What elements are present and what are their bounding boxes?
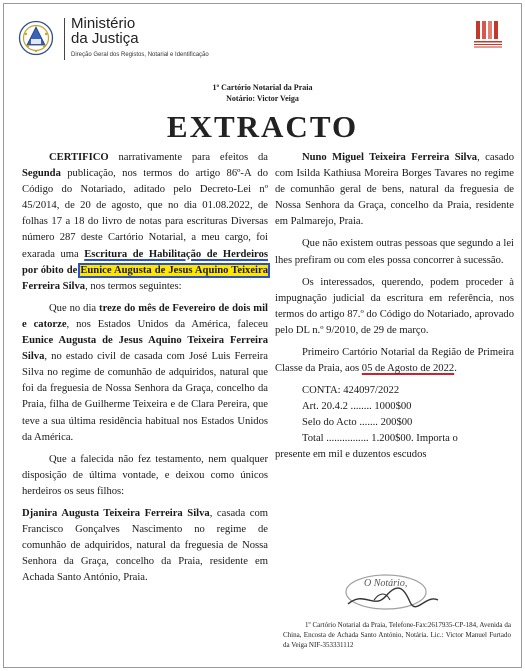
document-title: EXTRACTO — [166, 109, 359, 144]
date-highlight: 05 de Agosto de 2022 — [361, 363, 455, 375]
left-column — [22, 150, 268, 592]
fees-art: Art. 20.4.2 ........ 1000$00 — [302, 401, 412, 413]
header-divider — [64, 18, 65, 60]
letterhead — [4, 4, 521, 70]
ministry-name-line2: da Justiça — [71, 30, 139, 47]
paragraph-place-date: Primeiro Cartório Notarial da Região de Primeira Classe da Praia, aos 05 de Agosto de 2022. — [275, 347, 514, 375]
notary-name: Notário: Victor Veiga — [226, 94, 299, 103]
paragraph-heir-1: Djanira Augusta Teixeira Ferreira Silva, casada com Francisco Gonçalves Nascimento no regime de comunhão de adquiridos, natural da freguesia de Nossa Senhora da Graça, concelho da Praia, residente em Achada Santo António, Praia. — [22, 507, 268, 584]
right-column — [275, 150, 514, 463]
paragraph-no-other-heirs: Que não existem outras pessoas que segundo a lei lhes prefiram ou com eles possa concorrer à sucessão. — [275, 238, 514, 266]
document-page — [3, 3, 522, 668]
national-emblem-icon — [18, 20, 54, 56]
notary-signature-stamp — [334, 570, 454, 618]
fees-total-words: presente em mil e duzentos escudos — [275, 449, 427, 461]
deed-type-highlight: Escritura de Habilitação de Herdeiros — [84, 248, 268, 260]
office-name: 1º Cartório Notarial da Praia — [212, 83, 313, 92]
fees-total: Total ................ 1.200$00. Importa o — [302, 433, 458, 445]
paragraph-heirs: Que a falecida não fez testamento, nem qualquer disposição de última vontade, e deixou como únicos herdeiros os seus filhos: — [22, 453, 268, 497]
ministry-subtitle: Direção Geral dos Registos, Notarial e Identificação — [71, 52, 209, 58]
deceased-name-highlight: Eunice Augusta de Jesus Aquino Teixeira — [80, 264, 268, 276]
fees-block — [302, 383, 514, 447]
signature-caption: O Notário, — [364, 578, 408, 589]
footnote: 1º Cartório Notarial da Praia, Telefone-Fax:2617935-CP-184, Avenida da China, Encosta de Achada Santo António, Notária. Lic.: Victor Manuel Furtado da Veiga NIF-353331112 — [283, 621, 511, 649]
ministry-name — [71, 16, 139, 46]
fees-selo: Selo do Acto ....... 200$00 — [302, 417, 413, 429]
paragraph-challenge: Os interessados, querendo, podem proceder à impugnação judicial da escritura em referência, nos termos do artigo 87.º do Código do Notariado, aprovado pelo DL n.º 9/2010, de 29 de março. — [275, 276, 514, 336]
paragraph-certifico: CERTIFICO narrativamente para efeitos da Segunda publicação, nos termos do artigo 86º-A do Código do Notariado, aditado pelo Decreto-Lei nº 45/2014, de 20 de agosto, que no dia 01.08.2022, de folhas 17 a 18 do livro de notas para escrituras Diversas número 287 deste Cartório Notarial, a meu cargo, foi exarada uma Escritura de Habilitação de Herdeiros por óbito de Eunice Augusta de Jesus Aquino Teixeira Ferreira Silva, nos termos seguintes: — [22, 152, 268, 292]
paragraph-heir-2: Nuno Miguel Teixeira Ferreira Silva, casado com Isilda Kathiusa Moreira Borges Tavares no regime de comunhão geral de bens, natural da freguesia de Nossa Senhora da Graça, concelho da Praia, residente em Palmarejo, Praia. — [275, 152, 514, 228]
registry-logo-icon — [470, 18, 506, 52]
fees-conta: CONTA: 424097/2022 — [302, 385, 400, 397]
ministry-name-line1: Ministério — [71, 15, 136, 32]
paragraph-death: Que no dia treze do mês de Fevereiro de dois mil e catorze, nos Estados Unidos da América, faleceu Eunice Augusta de Jesus Aquino Teixeira Ferreira Silva, no estado civil de casada com José Luis Ferreira Silva no regime de comunhão de adquiridos, natural que foi da freguesia de Nossa Senhora da Graça, concelho da Praia, filha de Guilherme Teixeira e de Clara Pereira, que teve a sua última residência habitual nos Estados Unidos da América. — [22, 302, 268, 443]
